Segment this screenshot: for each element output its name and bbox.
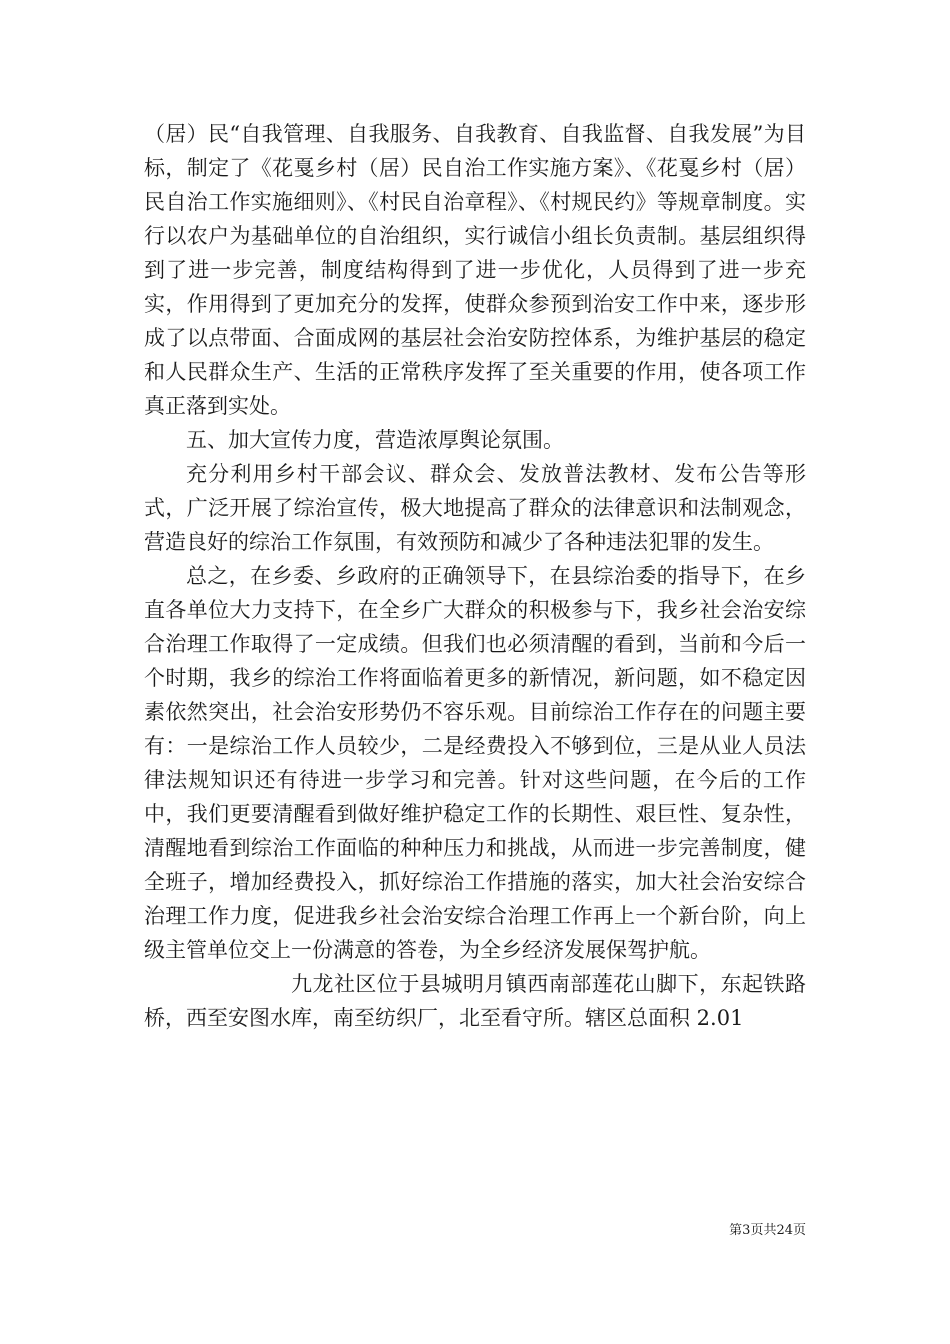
section-heading-publicity: 五、加大宣传力度，营造浓厚舆论氛围。 bbox=[186, 428, 564, 452]
paragraph-summary: 总之，在乡委、乡政府的正确领导下，在县综治委的指导下，在乡直各单位大力支持下，在全乡广大群众的积极参与下，我乡社会治安综合治理工作取得了一定成绩。但我们也必须清醒的看到，当前和今后一个时期，我乡的综治工作将面临着更多的新情况，新问题，如不稳定因素依然突出，社会治安形势仍不容乐观。目前综治工作存在的问题主要有：一是综治工作人员较少，二是经费投入不够到位，三是从业人员法律法规知识还有待进一步学习和完善。针对这些问题，在今后的工作中，我们更要清醒看到做好维护稳定工作的长期性、艰巨性、复杂性，清醒地看到综治工作面临的种种压力和挑战，从而进一步完善制度，健全班子，增加经费投入，抓好综治工作措施的落实，加大社会治安综合治理工作力度，促进我乡社会治安综合治理工作再上一个新台阶，向上级主管单位交上一份满意的答卷，为全乡经济发展保驾护航。 bbox=[144, 564, 806, 962]
page-number: 第3页共24页 bbox=[729, 1223, 806, 1238]
document-body bbox=[144, 117, 806, 1035]
paragraph-publicity: 充分利用乡村干部会议、群众会、发放普法教材、发布公告等形式，广泛开展了综治宣传，极大地提高了群众的法律意识和法制观念，营造良好的综治工作氛围，有效预防和减少了各种违法犯罪的发生。 bbox=[144, 462, 806, 554]
paragraph-village-autonomy: （居）民“自我管理、自我服务、自我教育、自我监督、自我发展”为目标，制定了《花戛乡村（居）民自治工作实施方案》、《花戛乡村（居）民自治工作实施细则》、《村民自治章程》、《村规民约》等规章制度。实行以农户为基础单位的自治组织，实行诚信小组长负责制。基层组织得到了进一步完善，制度结构得到了进一步优化，人员得到了进一步充实，作用得到了更加充分的发挥，使群众参预到治安工作中来，逐步形成了以点带面、合面成网的基层社会治安防控体系，为维护基层的稳定和人民群众生产、生活的正常秩序发挥了至关重要的作用，使各项工作真正落到实处。 bbox=[144, 122, 806, 418]
paragraph-jiulong-community: 九龙社区位于县城明月镇西南部莲花山脚下，东起铁路桥，西至安图水库，南至纺织厂，北至看守所。辖区总面积 2.01 bbox=[144, 972, 806, 1030]
